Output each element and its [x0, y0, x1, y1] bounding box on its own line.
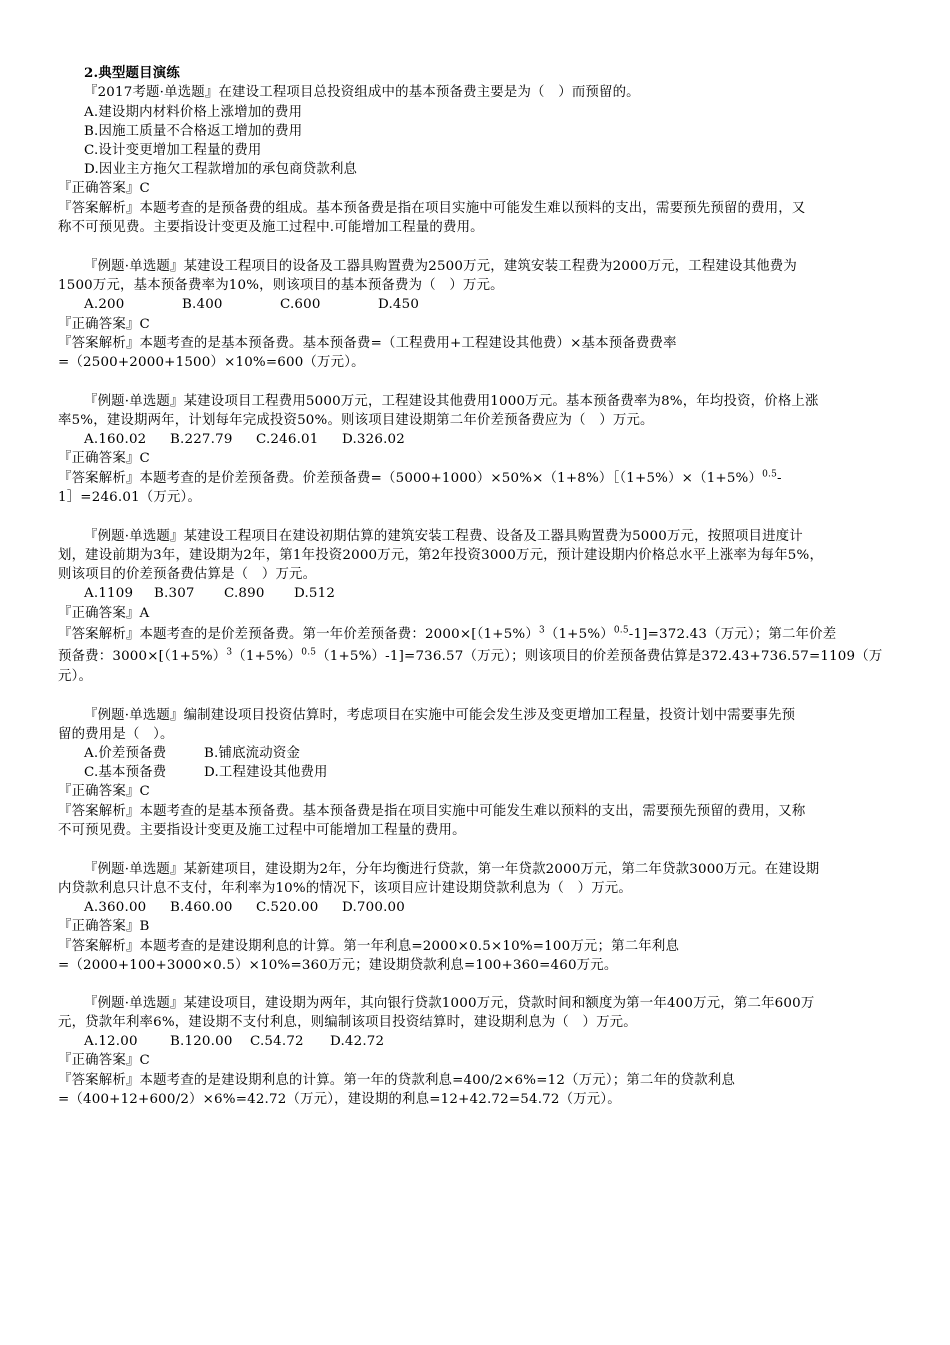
question-6-option-a: A.360.00: [84, 900, 147, 915]
question-3-stem-line: 率5%，建设期两年，计划每年完成投资50%。则该项目建设期第二年价差预备费应为（ ）万元。: [58, 413, 654, 428]
question-6-stem-line: 『例题·单选题』某新建项目，建设期为2年，分年均衡进行贷款，第一年贷款2000万元，第二年贷款3000万元。在建设期: [84, 862, 820, 877]
question-4-answer: 『正确答案』A: [58, 606, 150, 621]
question-7-option-d: D.42.72: [330, 1034, 385, 1049]
question-1-option-c: C.设计变更增加工程量的费用: [84, 143, 262, 158]
question-4-option-b: B.307: [154, 586, 195, 601]
question-5-analysis-line: 『答案解析』本题考查的是基本预备费。基本预备费是指在项目实施中可能发生难以预料的支出，需要预先预留的费用，又称: [58, 804, 806, 819]
question-6-options: [84, 898, 924, 917]
question-7-option-c: C.54.72: [250, 1034, 304, 1049]
question-2-stem-line: 『例题·单选题』某建设工程项目的设备及工器具购置费为2500万元，建筑安装工程费为2000万元，工程建设其他费为: [84, 259, 797, 274]
question-3-option-b: B.227.79: [170, 432, 233, 447]
question-4-option-d: D.512: [294, 586, 336, 601]
question-4-stem-line: 『例题·单选题』某建设工程项目在建设初期估算的建筑安装工程费、设备及工器具购置费为5000万元，按照项目进度计: [84, 529, 803, 544]
question-3-option-d: D.326.02: [342, 432, 405, 447]
question-1-option-a: A.建设期内材料价格上涨增加的费用: [84, 105, 303, 120]
question-3-option-c: C.246.01: [256, 432, 319, 447]
question-7-analysis-line: =（400+12+600/2）×6%=42.72（万元），建设期的利息=12+42.72=54.72（万元）。: [58, 1092, 621, 1107]
question-2-answer: 『正确答案』C: [58, 317, 150, 332]
section-heading: 2.典型题目演练: [84, 65, 180, 81]
question-4-analysis-line: 预备费：$3000\times[(1+5\%)^3(1+5\%)^{0.5}(1+5\%)-1]=736.57$（万元）；则该项目的价差预备费估算是372.43+736.57=1109（万: [58, 647, 883, 664]
question-5-analysis-line: 不可预见费。主要指设计变更及施工过程中可能增加工程量的费用。: [58, 823, 466, 838]
question-5-stem-line: 『例题·单选题』编制建设项目投资估算时，考虑项目在实施中可能会发生涉及变更增加工程量，投资计划中需要事先预: [84, 708, 796, 723]
question-5-option-c: C.基本预备费: [84, 765, 167, 780]
question-5-options-row: [84, 763, 924, 782]
question-1-analysis-line: 称不可预见费。主要指设计变更及施工过程中.可能增加工程量的费用。: [58, 220, 484, 235]
question-4-stem-line: 则该项目的价差预备费估算是（ ）万元。: [58, 567, 317, 582]
question-1-answer: 『正确答案』C: [58, 181, 150, 196]
question-2-analysis-line: 『答案解析』本题考查的是基本预备费。基本预备费=（工程费用+工程建设其他费）×基本预备费费率: [58, 336, 677, 351]
question-2-analysis-line: =（2500+2000+1500）×10%=600（万元）。: [58, 355, 365, 370]
question-7-option-b: B.120.00: [170, 1034, 233, 1049]
question-5-option-b: B.铺底流动资金: [204, 746, 301, 761]
question-1-stem: 『2017考题·单选题』在建设工程项目总投资组成中的基本预备费主要是为（ ）而预留的。: [84, 85, 640, 100]
question-2-option-b: B.400: [182, 297, 223, 312]
question-6-option-d: D.700.00: [342, 900, 405, 915]
question-1-option-b: B.因施工质量不合格返工增加的费用: [84, 124, 303, 139]
question-2-options: [84, 295, 924, 314]
question-5-option-a: A.价差预备费: [84, 746, 167, 761]
question-6-option-c: C.520.00: [256, 900, 319, 915]
question-2-option-c: C.600: [280, 297, 321, 312]
question-2-stem-line: 1500万元，基本预备费率为10%，则该项目的基本预备费为（ ）万元。: [58, 278, 504, 293]
question-7-stem-line: 『例题·单选题』某建设项目，建设期为两年，其向银行贷款1000万元，贷款时间和额度为第一年400万元，第二年600万: [84, 996, 815, 1011]
question-4-options: [84, 584, 924, 603]
question-7-stem-line: 元，贷款年利率6%，建设期不支付利息，则编制该项目投资结算时，建设期利息为（ ）万元。: [58, 1015, 637, 1030]
question-7-analysis-line: 『答案解析』本题考查的是建设期利息的计算。第一年的贷款利息=400/2×6%=12（万元）；第二年的贷款利息: [58, 1073, 736, 1088]
question-6-answer: 『正确答案』B: [58, 919, 150, 934]
question-3-answer: 『正确答案』C: [58, 451, 150, 466]
question-4-option-a: A.1109: [84, 586, 134, 601]
question-1-analysis-line: 『答案解析』本题考查的是预备费的组成。基本预备费是指在项目实施中可能发生难以预料的支出，需要预先预留的费用，又: [58, 201, 806, 216]
question-6-analysis-line: =（2000+100+3000×0.5）×10%=360万元；建设期贷款利息=100+360=460万元。: [58, 958, 618, 973]
question-3-stem-line: 『例题·单选题』某建设项目工程费用5000万元，工程建设其他费用1000万元。基本预备费率为8%，年均投资，价格上涨: [84, 394, 819, 409]
question-7-answer: 『正确答案』C: [58, 1053, 150, 1068]
question-2-option-d: D.450: [378, 297, 420, 312]
question-1-option-d: D.因业主方拖欠工程款增加的承包商贷款利息: [84, 162, 358, 177]
question-5-option-d: D.工程建设其他费用: [204, 765, 328, 780]
question-5-stem-line: 留的费用是（ ）。: [58, 727, 174, 742]
question-5-answer: 『正确答案』C: [58, 784, 150, 799]
question-7-options: [84, 1032, 924, 1051]
question-6-analysis-line: 『答案解析』本题考查的是建设期利息的计算。第一年利息=2000×0.5×10%=100万元；第二年利息: [58, 939, 680, 954]
question-6-option-b: B.460.00: [170, 900, 233, 915]
question-4-analysis-line: 元）。: [58, 669, 93, 684]
question-3-analysis-line: 1］=246.01（万元）。: [58, 490, 202, 505]
question-2-option-a: A.200: [84, 297, 125, 312]
question-4-stem-line: 划，建设前期为3年，建设期为2年，第1年投资2000万元，第2年投资3000万元，预计建设期内价格总水平上涨率为每年5%，: [58, 548, 824, 563]
question-7-option-a: A.12.00: [84, 1034, 138, 1049]
question-5-options-row: [84, 744, 924, 763]
question-3-options: [84, 430, 924, 449]
question-3-option-a: A.160.02: [84, 432, 147, 447]
question-6-stem-line: 内贷款利息只计息不支付，年利率为10%的情况下，该项目应计建设期贷款利息为（ ）万元。: [58, 881, 632, 896]
question-3-analysis-line: 『答案解析』本题考查的是价差预备费。价差预备费$=(5000+1000)\times 50\%\times(1+8\%)[(1+5\%)\times(1+5\%)^{0.5}-$: [58, 469, 782, 486]
question-4-option-c: C.890: [224, 586, 265, 601]
question-4-analysis-line: 『答案解析』本题考查的是价差预备费。第一年价差预备费：$2000\times[(1+5\%)^3(1+5\%)^{0.5}-1]=372.43$（万元）；第二年价差: [58, 625, 837, 642]
